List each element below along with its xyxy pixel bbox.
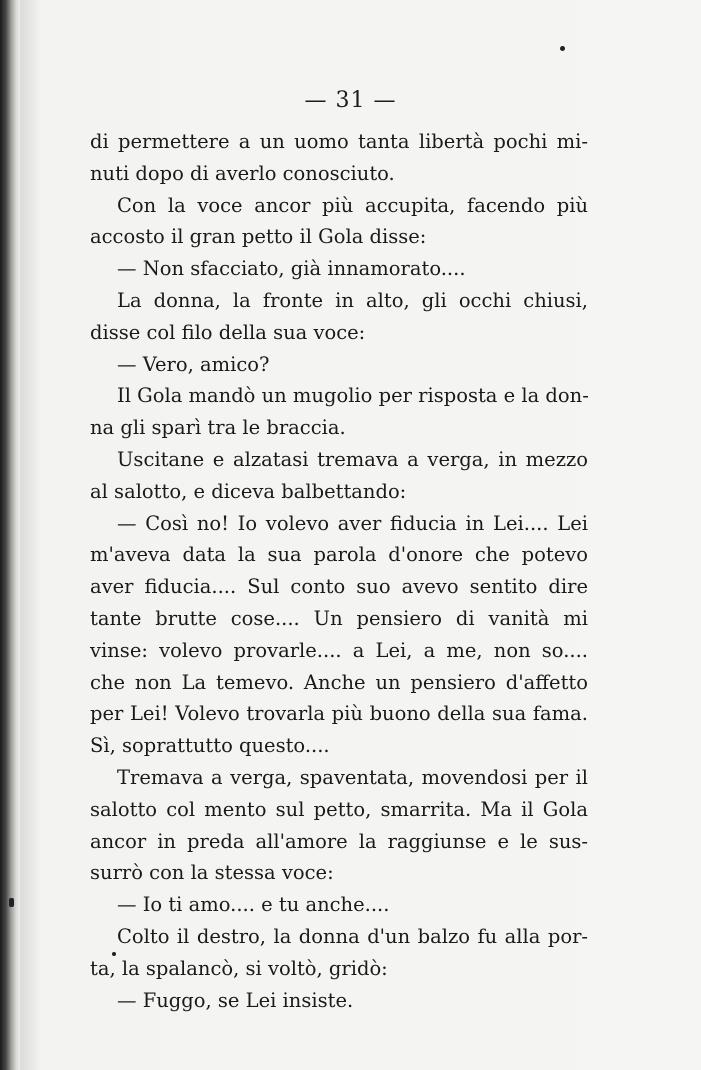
text-line: tante brutte cose.... Un pensiero di vanità mi [90, 606, 588, 630]
text-line: Tremava a verga, spaventata, movendosi per il [117, 765, 588, 789]
text-line: per Lei! Volevo trovarla più buono della sua fama. [90, 702, 588, 726]
binding-shadow [20, 0, 42, 1070]
text-line: accosto il gran petto il Gola disse: [90, 225, 427, 249]
text-line: surrò con la stessa voce: [90, 861, 334, 885]
text-line: Sì, soprattutto questo.... [90, 734, 330, 758]
text-line: ancor in preda all'amore la raggiunse e le sus- [90, 829, 588, 853]
text-line: Colto il destro, la donna d'un balzo fu alla por- [117, 924, 588, 948]
text-body [90, 126, 588, 1016]
text-line: na gli sparì tra le braccia. [90, 416, 346, 440]
text-line: La donna, la fronte in alto, gli occhi chiusi, [117, 288, 588, 312]
text-line: — Non sfacciato, già innamorato.... [117, 257, 466, 281]
text-line: che non La temevo. Anche un pensiero d'affetto [90, 670, 588, 694]
text-line: Uscitane e alzatasi tremava a verga, in mezzo [117, 447, 588, 471]
text-line: — Vero, amico? [117, 352, 270, 376]
ink-speck [560, 46, 565, 51]
text-line: Con la voce ancor più accupita, facendo più [117, 193, 588, 217]
text-line: vinse: volevo provarle.... a Lei, a me, non so.... [90, 638, 588, 662]
ink-speck [112, 952, 116, 956]
text-line: di permettere a un uomo tanta libertà pochi mi- [90, 130, 588, 153]
page-number: — 31 — [304, 88, 397, 113]
text-line: — Io ti amo.... e tu anche.... [117, 893, 390, 917]
text-line: salotto col mento sul petto, smarrita. Ma il Gola [90, 797, 588, 821]
ink-speck [9, 898, 14, 907]
text-line: — Fuggo, se Lei insiste. [117, 988, 354, 1012]
text-line: — Così no! Io volevo aver fiducia in Lei.... Lei [117, 511, 588, 535]
text-line: aver fiducia.... Sul conto suo avevo sentito dire [90, 575, 588, 599]
text-line: m'aveva data la sua parola d'onore che potevo [90, 543, 588, 567]
text-line: nuti dopo di averlo conosciuto. [90, 161, 395, 185]
text-line: al salotto, e diceva balbettando: [90, 479, 407, 503]
binding-edge [0, 0, 20, 1070]
text-line: Il Gola mandò un mugolio per risposta e la don- [117, 384, 589, 408]
text-line: ta, la spalancò, si voltò, gridò: [90, 956, 388, 980]
text-line: disse col filo della sua voce: [90, 320, 366, 344]
